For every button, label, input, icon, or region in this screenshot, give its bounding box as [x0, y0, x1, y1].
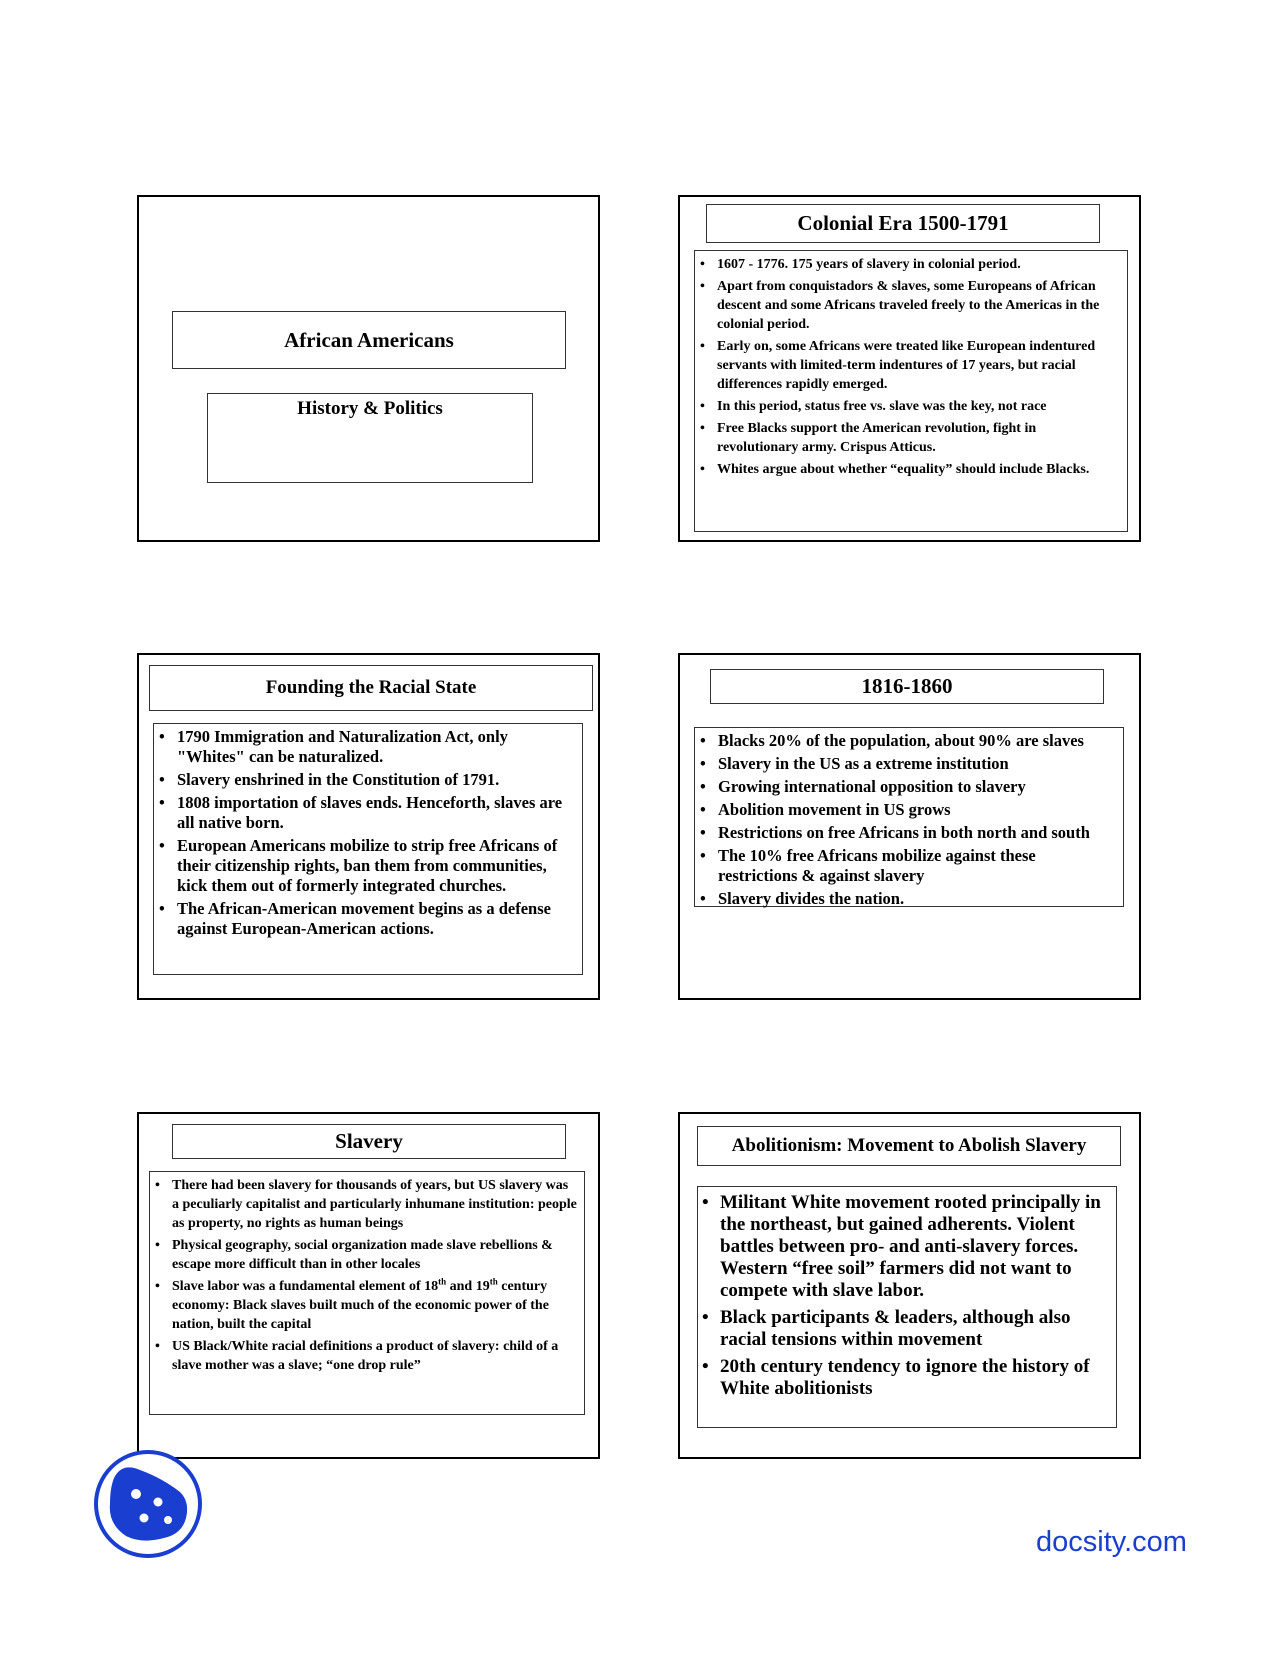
slide-4-title: 1816-1860: [710, 669, 1104, 704]
slide-3-title: Founding the Racial State: [149, 665, 593, 711]
docsity-brand-link[interactable]: docsity.com: [1036, 1526, 1187, 1558]
list-item: • 1790 Immigration and Naturalization Act, only "Whites" can be naturalized.: [154, 727, 576, 767]
slide-2: [678, 195, 1141, 542]
list-item: [150, 1277, 578, 1334]
slide-6: [678, 1112, 1141, 1459]
list-item: • Abolition movement in US grows: [695, 800, 1119, 820]
list-item: • Early on, some Africans were treated like European indentured servants with limited-term indentures of 17 years, but racial differences rapidly emerged.: [695, 337, 1121, 394]
slide-4-bullets: [695, 731, 1119, 909]
slide-5-title: Slavery: [172, 1124, 566, 1159]
list-item: • Blacks 20% of the population, about 90% are slaves: [695, 731, 1119, 751]
slide-3: [137, 653, 600, 1000]
list-item: • Apart from conquistadors & slaves, some Europeans of African descent and some Africans traveled freely to the Americas in the colonial period.: [695, 277, 1121, 334]
list-item: • Slavery divides the nation.: [695, 889, 1119, 909]
slide-2-body: [694, 250, 1128, 532]
slide-6-bullets: [698, 1192, 1112, 1400]
list-item: • 1607 - 1776. 175 years of slavery in colonial period.: [695, 255, 1121, 274]
list-item: • In this period, status free vs. slave was the key, not race: [695, 397, 1121, 416]
list-item: • Growing international opposition to slavery: [695, 777, 1119, 797]
slide-5-bullets: [150, 1176, 578, 1375]
docsity-logo-icon: [92, 1448, 204, 1560]
list-item: • Whites argue about whether “equality” should include Blacks.: [695, 460, 1121, 479]
slide-5-body: [149, 1171, 585, 1415]
slide-2-bullets: [695, 255, 1121, 479]
list-item: • Slavery enshrined in the Constitution of 1791.: [154, 770, 576, 790]
list-item: • 20th century tendency to ignore the history of White abolitionists: [698, 1356, 1112, 1400]
list-item: • There had been slavery for thousands of years, but US slavery was a peculiarly capitalist and particularly inhumane institution: people as property, no rights as human beings: [150, 1176, 578, 1233]
slide-3-bullets: [154, 727, 576, 939]
slide-6-body: [697, 1186, 1117, 1428]
slide-2-title: Colonial Era 1500-1791: [706, 204, 1100, 243]
slide-3-body: [153, 723, 583, 975]
list-item: • Slavery in the US as a extreme institution: [695, 754, 1119, 774]
superscript: th: [489, 1276, 498, 1287]
slide-5: [137, 1112, 600, 1459]
slide-1: [137, 195, 600, 542]
list-item: • The African-American movement begins as a defense against European-American actions.: [154, 899, 576, 939]
list-item: • Militant White movement rooted principally in the northeast, but gained adherents. Violent battles between pro- and anti-slavery forces. Western “free soil” farmers did not want to compete with slave labor.: [698, 1192, 1112, 1302]
bullet-text: and 19: [446, 1279, 490, 1294]
bullet-text: Slave labor was a fundamental element of 18: [172, 1279, 439, 1294]
list-item: • Black participants & leaders, although also racial tensions within movement: [698, 1307, 1112, 1351]
slide-4-body: [694, 727, 1124, 907]
slide-1-subtitle: History & Politics: [207, 393, 533, 483]
list-item: • Restrictions on free Africans in both north and south: [695, 823, 1119, 843]
list-item: • 1808 importation of slaves ends. Henceforth, slaves are all native born.: [154, 793, 576, 833]
slide-6-title: Abolitionism: Movement to Abolish Slavery: [697, 1126, 1121, 1166]
slide-1-title: African Americans: [172, 311, 566, 369]
list-item: • Physical geography, social organization made slave rebellions & escape more difficult than in other locales: [150, 1236, 578, 1274]
list-item: • The 10% free Africans mobilize against these restrictions & against slavery: [695, 846, 1119, 886]
list-item: • European Americans mobilize to strip free Africans of their citizenship rights, ban them from communities, kick them out of formerly integrated churches.: [154, 836, 576, 896]
bullet-text: century economy: Black slaves built much of the economic power of the nation, built the capital: [172, 1279, 549, 1332]
superscript: th: [438, 1276, 447, 1287]
list-item: • US Black/White racial definitions a product of slavery: child of a slave mother was a slave; “one drop rule”: [150, 1337, 578, 1375]
list-item: • Free Blacks support the American revolution, fight in revolutionary army. Crispus Atticus.: [695, 419, 1121, 457]
slide-4: [678, 653, 1141, 1000]
